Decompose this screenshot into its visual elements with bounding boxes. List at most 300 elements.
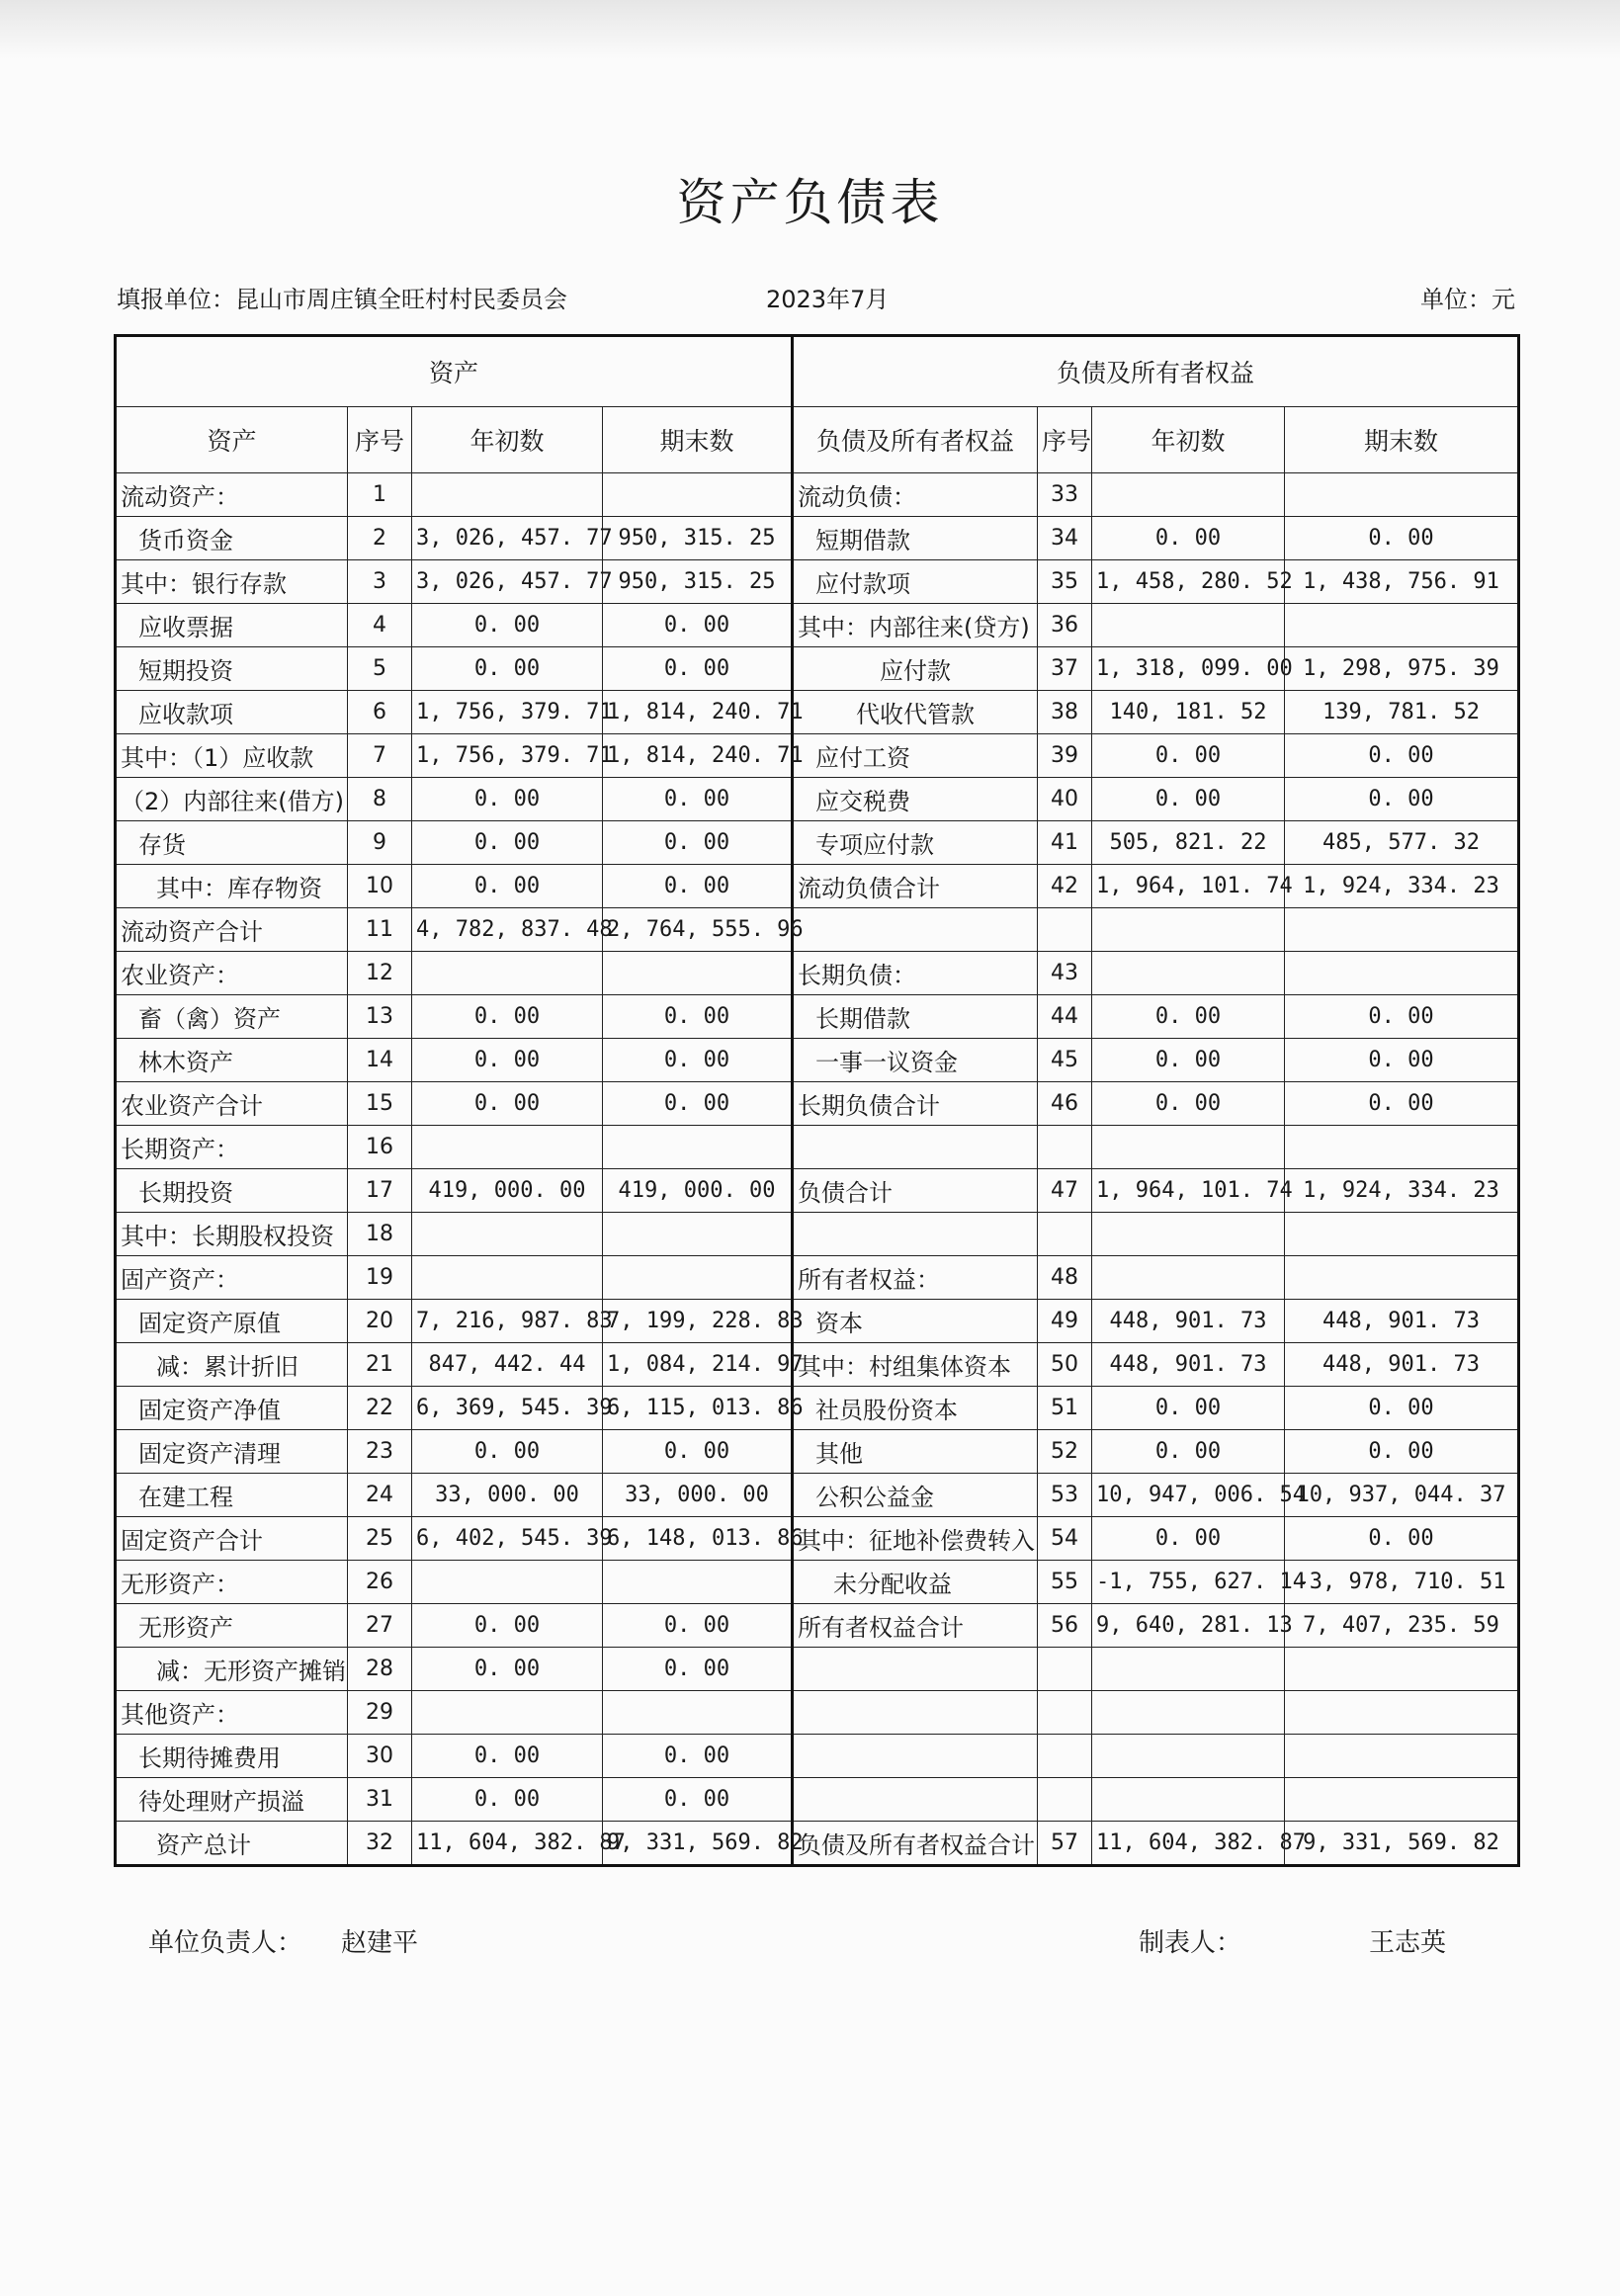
liab-end: 0. 00 — [1285, 1387, 1519, 1430]
asset-seq: 30 — [348, 1735, 412, 1778]
asset-name: 其中：长期股权投资 — [116, 1213, 348, 1256]
liab-seq: 33 — [1038, 473, 1092, 517]
liab-begin — [1092, 473, 1285, 517]
asset-seq: 21 — [348, 1343, 412, 1387]
col-header-asset: 资产 — [116, 407, 348, 473]
liab-begin: 448, 901. 73 — [1092, 1343, 1285, 1387]
asset-begin — [412, 1561, 603, 1604]
asset-end: 1, 084, 214. 97 — [603, 1343, 793, 1387]
liab-seq — [1038, 1691, 1092, 1735]
asset-seq: 26 — [348, 1561, 412, 1604]
liab-end — [1285, 908, 1519, 952]
liab-name — [793, 1126, 1038, 1169]
asset-end: 0. 00 — [603, 1735, 793, 1778]
col-header-liab: 负债及所有者权益 — [793, 407, 1038, 473]
liab-end: 0. 00 — [1285, 517, 1519, 560]
liab-end: 9, 331, 569. 82 — [1285, 1822, 1519, 1866]
scan-edge — [0, 0, 1620, 59]
currency-unit: 单位：元 — [1420, 286, 1515, 313]
asset-begin: 4, 782, 837. 48 — [412, 908, 603, 952]
asset-seq: 2 — [348, 517, 412, 560]
liab-name: 所有者权益： — [793, 1256, 1038, 1300]
col-header-seq2: 序号 — [1038, 407, 1092, 473]
liab-begin — [1092, 952, 1285, 995]
asset-begin — [412, 1126, 603, 1169]
table-row — [116, 1300, 1519, 1343]
liab-begin — [1092, 1691, 1285, 1735]
asset-end — [603, 1213, 793, 1256]
liab-begin: 11, 604, 382. 87 — [1092, 1822, 1285, 1866]
liab-name: 其他 — [793, 1430, 1038, 1474]
table-row — [116, 560, 1519, 604]
asset-end: 0. 00 — [603, 821, 793, 865]
asset-seq: 28 — [348, 1648, 412, 1691]
liab-end — [1285, 604, 1519, 647]
asset-seq: 23 — [348, 1430, 412, 1474]
asset-begin: 0. 00 — [412, 1082, 603, 1126]
asset-end: 0. 00 — [603, 1039, 793, 1082]
asset-name: 固产资产： — [116, 1256, 348, 1300]
liab-begin — [1092, 1126, 1285, 1169]
asset-name: 其中：银行存款 — [116, 560, 348, 604]
asset-begin: 7, 216, 987. 83 — [412, 1300, 603, 1343]
table-row — [116, 1561, 1519, 1604]
asset-seq: 25 — [348, 1517, 412, 1561]
asset-end: 0. 00 — [603, 1778, 793, 1822]
liab-end: 10, 937, 044. 37 — [1285, 1474, 1519, 1517]
liab-begin: 0. 00 — [1092, 1430, 1285, 1474]
asset-end: 9, 331, 569. 82 — [603, 1822, 793, 1866]
liab-name: 应付款 — [793, 647, 1038, 691]
table-row — [116, 604, 1519, 647]
liab-begin: 1, 964, 101. 74 — [1092, 865, 1285, 908]
liab-name — [793, 1778, 1038, 1822]
assets-section-header: 资产 — [116, 336, 793, 407]
asset-seq: 8 — [348, 778, 412, 821]
liab-name: 未分配收益 — [793, 1561, 1038, 1604]
liab-end: 0. 00 — [1285, 1517, 1519, 1561]
asset-name: 其中：库存物资 — [116, 865, 348, 908]
liab-name — [793, 1648, 1038, 1691]
asset-seq: 17 — [348, 1169, 412, 1213]
liab-end: 0. 00 — [1285, 995, 1519, 1039]
asset-name: 资产总计 — [116, 1822, 348, 1866]
liab-begin: 448, 901. 73 — [1092, 1300, 1285, 1343]
asset-begin: 1, 756, 379. 71 — [412, 734, 603, 778]
reporting-unit: 填报单位：昆山市周庄镇全旺村村民委员会 — [117, 286, 567, 313]
asset-end — [603, 1691, 793, 1735]
liab-seq — [1038, 1213, 1092, 1256]
col-header-begin: 年初数 — [412, 407, 603, 473]
liab-name: 长期借款 — [793, 995, 1038, 1039]
col-header-begin2: 年初数 — [1092, 407, 1285, 473]
table-row — [116, 1604, 1519, 1648]
liab-end: 0. 00 — [1285, 1039, 1519, 1082]
asset-name: 长期待摊费用 — [116, 1735, 348, 1778]
asset-seq: 18 — [348, 1213, 412, 1256]
asset-seq: 31 — [348, 1778, 412, 1822]
liab-end: 485, 577. 32 — [1285, 821, 1519, 865]
table-row — [116, 1343, 1519, 1387]
balance-sheet-table — [114, 334, 1520, 1867]
asset-end: 1, 814, 240. 71 — [603, 691, 793, 734]
asset-begin: 0. 00 — [412, 1604, 603, 1648]
asset-begin: 6, 402, 545. 39 — [412, 1517, 603, 1561]
table-row — [116, 1430, 1519, 1474]
asset-end: 1, 814, 240. 71 — [603, 734, 793, 778]
asset-begin: 419, 000. 00 — [412, 1169, 603, 1213]
asset-name: 待处理财产损溢 — [116, 1778, 348, 1822]
asset-begin: 0. 00 — [412, 1430, 603, 1474]
table-row — [116, 865, 1519, 908]
liab-end — [1285, 1256, 1519, 1300]
asset-end: 0. 00 — [603, 778, 793, 821]
liab-seq: 41 — [1038, 821, 1092, 865]
liab-seq: 34 — [1038, 517, 1092, 560]
liab-seq: 36 — [1038, 604, 1092, 647]
asset-name: 长期投资 — [116, 1169, 348, 1213]
table-row — [116, 1474, 1519, 1517]
table-row — [116, 1778, 1519, 1822]
liab-end — [1285, 952, 1519, 995]
liab-name: 专项应付款 — [793, 821, 1038, 865]
liab-seq: 42 — [1038, 865, 1092, 908]
table-row — [116, 1126, 1519, 1169]
liab-begin — [1092, 1735, 1285, 1778]
liab-begin: 10, 947, 006. 54 — [1092, 1474, 1285, 1517]
asset-seq: 5 — [348, 647, 412, 691]
asset-seq: 19 — [348, 1256, 412, 1300]
asset-begin: 0. 00 — [412, 821, 603, 865]
liab-begin: 0. 00 — [1092, 1517, 1285, 1561]
liab-begin — [1092, 1648, 1285, 1691]
asset-begin: 0. 00 — [412, 865, 603, 908]
asset-begin: 0. 00 — [412, 1735, 603, 1778]
table-row — [116, 908, 1519, 952]
liab-end: 1, 298, 975. 39 — [1285, 647, 1519, 691]
asset-seq: 32 — [348, 1822, 412, 1866]
liab-end: 0. 00 — [1285, 734, 1519, 778]
liab-seq: 54 — [1038, 1517, 1092, 1561]
liab-begin: 0. 00 — [1092, 995, 1285, 1039]
liab-name: 负债合计 — [793, 1169, 1038, 1213]
liab-end: 1, 924, 334. 23 — [1285, 865, 1519, 908]
liab-seq: 40 — [1038, 778, 1092, 821]
liab-name: 长期负债： — [793, 952, 1038, 995]
liab-end: 1, 438, 756. 91 — [1285, 560, 1519, 604]
liab-begin: 0. 00 — [1092, 517, 1285, 560]
liab-end — [1285, 1735, 1519, 1778]
asset-begin: 0. 00 — [412, 647, 603, 691]
liab-end — [1285, 1213, 1519, 1256]
asset-name: 无形资产： — [116, 1561, 348, 1604]
asset-begin: 11, 604, 382. 87 — [412, 1822, 603, 1866]
liab-end: 0. 00 — [1285, 1082, 1519, 1126]
asset-end: 950, 315. 25 — [603, 517, 793, 560]
asset-name: 长期资产： — [116, 1126, 348, 1169]
table-row — [116, 1387, 1519, 1430]
liab-begin: 0. 00 — [1092, 734, 1285, 778]
liab-begin: 140, 181. 52 — [1092, 691, 1285, 734]
asset-begin: 0. 00 — [412, 1648, 603, 1691]
asset-end: 0. 00 — [603, 1648, 793, 1691]
liab-begin: 1, 458, 280. 52 — [1092, 560, 1285, 604]
liab-seq: 53 — [1038, 1474, 1092, 1517]
liab-end: 139, 781. 52 — [1285, 691, 1519, 734]
liab-seq: 56 — [1038, 1604, 1092, 1648]
liab-name: 其中：内部往来(贷方) — [793, 604, 1038, 647]
liab-seq — [1038, 1778, 1092, 1822]
liab-end: 1, 924, 334. 23 — [1285, 1169, 1519, 1213]
asset-begin: 0. 00 — [412, 604, 603, 647]
preparer-label: 制表人： — [1139, 1928, 1242, 1958]
asset-end: 0. 00 — [603, 647, 793, 691]
asset-name: 农业资产： — [116, 952, 348, 995]
liab-begin — [1092, 604, 1285, 647]
liab-name: 应付款项 — [793, 560, 1038, 604]
asset-name: 固定资产净值 — [116, 1387, 348, 1430]
liab-name: 一事一议资金 — [793, 1039, 1038, 1082]
asset-end: 0. 00 — [603, 865, 793, 908]
liab-seq: 57 — [1038, 1822, 1092, 1866]
liab-name: 流动负债： — [793, 473, 1038, 517]
liab-seq: 37 — [1038, 647, 1092, 691]
asset-begin: 0. 00 — [412, 995, 603, 1039]
table-row — [116, 647, 1519, 691]
asset-seq: 7 — [348, 734, 412, 778]
liab-begin — [1092, 1778, 1285, 1822]
liab-begin: 0. 00 — [1092, 1082, 1285, 1126]
liab-end — [1285, 473, 1519, 517]
asset-name: 流动资产合计 — [116, 908, 348, 952]
responsible-label: 单位负责人： — [148, 1928, 303, 1958]
liab-end: 0. 00 — [1285, 1430, 1519, 1474]
asset-begin — [412, 1213, 603, 1256]
liab-seq — [1038, 1126, 1092, 1169]
liab-name: 代收代管款 — [793, 691, 1038, 734]
table-row — [116, 1169, 1519, 1213]
table-row — [116, 1213, 1519, 1256]
liab-end — [1285, 1778, 1519, 1822]
table-row — [116, 1256, 1519, 1300]
asset-seq: 13 — [348, 995, 412, 1039]
asset-name: 减：无形资产摊销 — [116, 1648, 348, 1691]
asset-begin: 3, 026, 457. 77 — [412, 517, 603, 560]
liab-end: 0. 00 — [1285, 778, 1519, 821]
asset-seq: 10 — [348, 865, 412, 908]
asset-seq: 29 — [348, 1691, 412, 1735]
liab-seq — [1038, 1735, 1092, 1778]
table-row — [116, 995, 1519, 1039]
asset-seq: 11 — [348, 908, 412, 952]
liab-name — [793, 1691, 1038, 1735]
asset-begin: 0. 00 — [412, 1039, 603, 1082]
asset-name: 无形资产 — [116, 1604, 348, 1648]
liab-name: 公积公益金 — [793, 1474, 1038, 1517]
asset-name: 固定资产合计 — [116, 1517, 348, 1561]
asset-end — [603, 473, 793, 517]
asset-seq: 14 — [348, 1039, 412, 1082]
liab-seq: 49 — [1038, 1300, 1092, 1343]
asset-seq: 24 — [348, 1474, 412, 1517]
asset-name: 畜（禽）资产 — [116, 995, 348, 1039]
asset-begin — [412, 1256, 603, 1300]
liab-begin: 0. 00 — [1092, 778, 1285, 821]
table-row — [116, 952, 1519, 995]
liab-begin: 1, 964, 101. 74 — [1092, 1169, 1285, 1213]
liab-seq: 47 — [1038, 1169, 1092, 1213]
liab-seq — [1038, 1648, 1092, 1691]
liab-begin — [1092, 1213, 1285, 1256]
asset-end: 950, 315. 25 — [603, 560, 793, 604]
liab-seq: 43 — [1038, 952, 1092, 995]
table-row — [116, 1517, 1519, 1561]
asset-name: 林木资产 — [116, 1039, 348, 1082]
asset-name: 农业资产合计 — [116, 1082, 348, 1126]
table-row — [116, 821, 1519, 865]
liab-seq: 51 — [1038, 1387, 1092, 1430]
liab-seq: 39 — [1038, 734, 1092, 778]
asset-end — [603, 1126, 793, 1169]
asset-seq: 16 — [348, 1126, 412, 1169]
asset-begin — [412, 1691, 603, 1735]
liab-end: -3, 978, 710. 51 — [1285, 1561, 1519, 1604]
asset-end: 0. 00 — [603, 1430, 793, 1474]
liab-begin — [1092, 908, 1285, 952]
asset-name: （2）内部往来(借方) — [116, 778, 348, 821]
asset-name: 其他资产： — [116, 1691, 348, 1735]
liab-seq: 44 — [1038, 995, 1092, 1039]
table-row — [116, 734, 1519, 778]
asset-seq: 27 — [348, 1604, 412, 1648]
asset-begin: 33, 000. 00 — [412, 1474, 603, 1517]
asset-name: 其中：（1）应收款 — [116, 734, 348, 778]
liab-begin: 9, 640, 281. 13 — [1092, 1604, 1285, 1648]
asset-name: 减：累计折旧 — [116, 1343, 348, 1387]
page-title: 资产负债表 — [676, 174, 944, 231]
report-date: 2023年7月 — [766, 286, 890, 313]
liab-end — [1285, 1691, 1519, 1735]
asset-name: 货币资金 — [116, 517, 348, 560]
asset-seq: 20 — [348, 1300, 412, 1343]
table-row — [116, 1082, 1519, 1126]
table-row — [116, 778, 1519, 821]
liab-seq: 52 — [1038, 1430, 1092, 1474]
asset-name: 短期投资 — [116, 647, 348, 691]
asset-end: 7, 199, 228. 83 — [603, 1300, 793, 1343]
liab-seq: 35 — [1038, 560, 1092, 604]
liab-end: 448, 901. 73 — [1285, 1300, 1519, 1343]
asset-end: 0. 00 — [603, 1082, 793, 1126]
table-row — [116, 691, 1519, 734]
asset-begin — [412, 473, 603, 517]
liab-name: 负债及所有者权益合计 — [793, 1822, 1038, 1866]
asset-end: 33, 000. 00 — [603, 1474, 793, 1517]
asset-end: 0. 00 — [603, 995, 793, 1039]
responsible-name: 赵建平 — [341, 1928, 419, 1958]
table-row — [116, 1691, 1519, 1735]
liab-name: 其中：村组集体资本 — [793, 1343, 1038, 1387]
liab-name: 其中：征地补偿费转入 — [793, 1517, 1038, 1561]
table-row — [116, 473, 1519, 517]
asset-seq: 15 — [348, 1082, 412, 1126]
liab-seq: 46 — [1038, 1082, 1092, 1126]
liab-name — [793, 908, 1038, 952]
asset-begin: 0. 00 — [412, 778, 603, 821]
liab-name: 社员股份资本 — [793, 1387, 1038, 1430]
liab-begin: -1, 755, 627. 14 — [1092, 1561, 1285, 1604]
asset-end — [603, 1561, 793, 1604]
liab-name — [793, 1735, 1038, 1778]
table-row — [116, 1648, 1519, 1691]
asset-name: 应收款项 — [116, 691, 348, 734]
liab-name: 应付工资 — [793, 734, 1038, 778]
asset-begin: 1, 756, 379. 71 — [412, 691, 603, 734]
asset-begin — [412, 952, 603, 995]
table-row — [116, 517, 1519, 560]
liab-name: 长期负债合计 — [793, 1082, 1038, 1126]
liab-begin: 0. 00 — [1092, 1039, 1285, 1082]
table-row — [116, 1822, 1519, 1866]
asset-end: 6, 115, 013. 86 — [603, 1387, 793, 1430]
liab-seq: 55 — [1038, 1561, 1092, 1604]
asset-end: 419, 000. 00 — [603, 1169, 793, 1213]
asset-name: 存货 — [116, 821, 348, 865]
asset-seq: 9 — [348, 821, 412, 865]
col-header-end2: 期末数 — [1285, 407, 1519, 473]
asset-begin: 847, 442. 44 — [412, 1343, 603, 1387]
asset-seq: 22 — [348, 1387, 412, 1430]
table-row — [116, 1039, 1519, 1082]
asset-name: 固定资产清理 — [116, 1430, 348, 1474]
liab-end — [1285, 1126, 1519, 1169]
liab-begin: 0. 00 — [1092, 1387, 1285, 1430]
asset-end: 6, 148, 013. 86 — [603, 1517, 793, 1561]
asset-name: 应收票据 — [116, 604, 348, 647]
liab-name: 应交税费 — [793, 778, 1038, 821]
table-row — [116, 1735, 1519, 1778]
liab-begin — [1092, 1256, 1285, 1300]
asset-begin: 6, 369, 545. 39 — [412, 1387, 603, 1430]
preparer-name: 王志英 — [1369, 1928, 1447, 1958]
col-header-seq: 序号 — [348, 407, 412, 473]
asset-begin: 3, 026, 457. 77 — [412, 560, 603, 604]
asset-name: 固定资产原值 — [116, 1300, 348, 1343]
liab-name: 资本 — [793, 1300, 1038, 1343]
liab-seq — [1038, 908, 1092, 952]
asset-name: 在建工程 — [116, 1474, 348, 1517]
liab-end: 448, 901. 73 — [1285, 1343, 1519, 1387]
asset-seq: 3 — [348, 560, 412, 604]
asset-seq: 6 — [348, 691, 412, 734]
asset-end: 0. 00 — [603, 604, 793, 647]
liab-name: 流动负债合计 — [793, 865, 1038, 908]
liab-end: 7, 407, 235. 59 — [1285, 1604, 1519, 1648]
asset-seq: 12 — [348, 952, 412, 995]
asset-end — [603, 952, 793, 995]
asset-end — [603, 1256, 793, 1300]
liabilities-section-header: 负债及所有者权益 — [793, 336, 1519, 407]
liab-end — [1285, 1648, 1519, 1691]
liab-seq: 50 — [1038, 1343, 1092, 1387]
asset-begin: 0. 00 — [412, 1778, 603, 1822]
asset-seq: 4 — [348, 604, 412, 647]
liab-name: 所有者权益合计 — [793, 1604, 1038, 1648]
asset-end: 2, 764, 555. 96 — [603, 908, 793, 952]
liab-begin: 1, 318, 099. 00 — [1092, 647, 1285, 691]
liab-seq: 45 — [1038, 1039, 1092, 1082]
asset-name: 流动资产： — [116, 473, 348, 517]
